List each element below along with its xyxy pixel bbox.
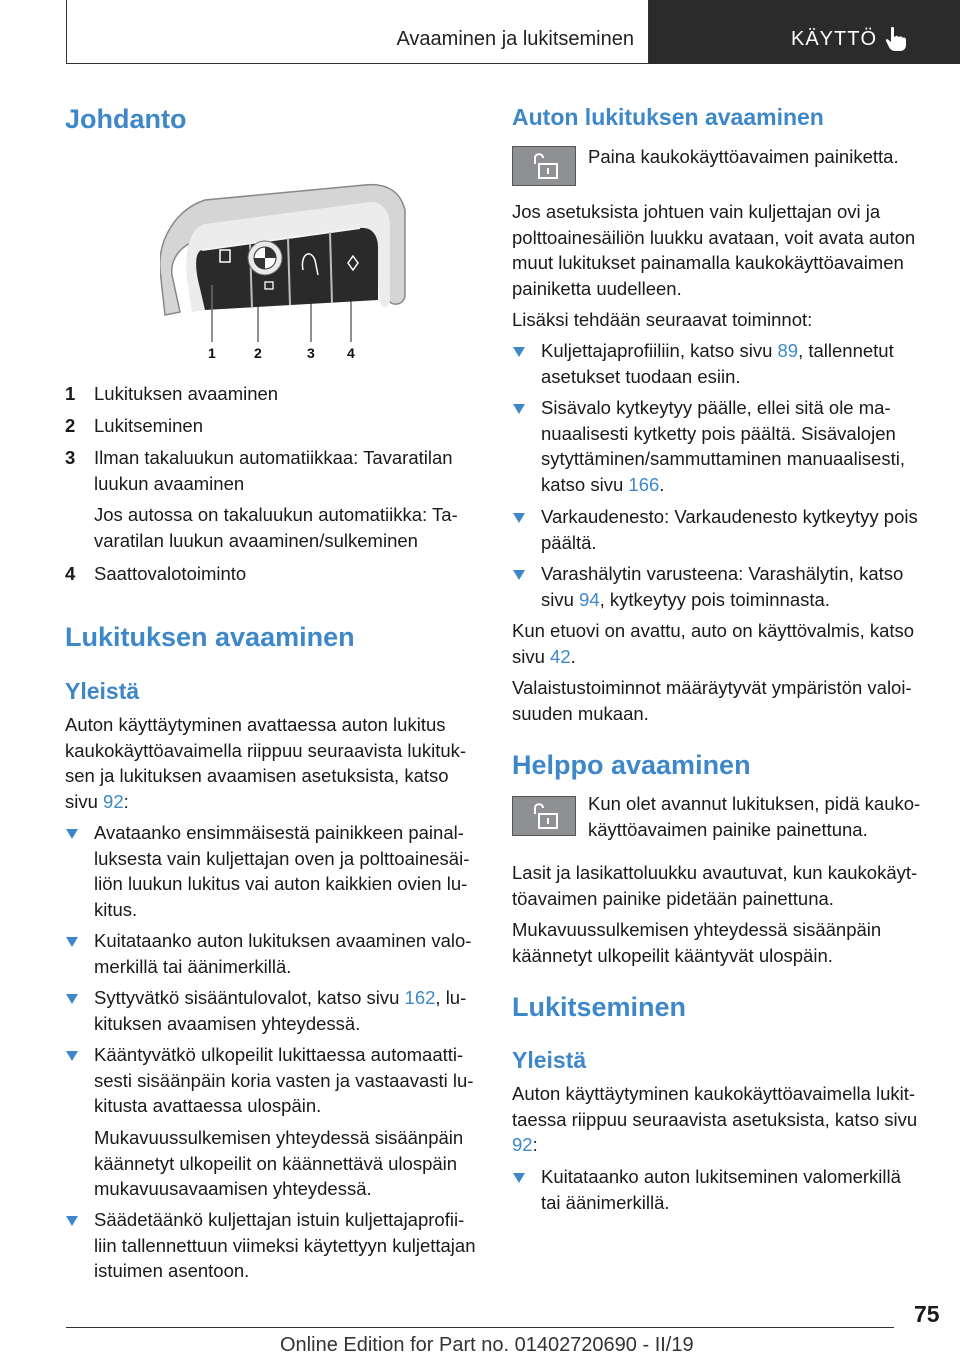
bullet-triangle-icon	[66, 994, 78, 1004]
legend-text-3: Ilman takaluukun automatiikkaa: Tavaratilan luukun avaaminen	[94, 447, 453, 494]
legend-num-1: 1	[65, 383, 76, 404]
remote-key-illustration	[160, 180, 415, 365]
page-link-166[interactable]: 166	[628, 473, 660, 495]
lock-section-title: Lukitseminen	[512, 992, 687, 1022]
unlock-car-title: Auton lukituksen avaaminen	[512, 104, 824, 130]
right-paragraph-1: Jos asetuksista johtuen vain kuljettajan ovi ja polttoainesäiliön luukku avataan, voit avata auton muut lukitukset painamalla kaukokäyttöavaimen painiketta uudelleen.	[512, 201, 916, 299]
right-paragraph-6: Mukavuussulkemisen yhteydessä sisäänpäin käännetyt ulkopeilit kääntyvät ulospäin.	[512, 919, 882, 966]
page-link-162[interactable]: 162	[404, 987, 436, 1008]
lock-paragraph: Auton käyttäytyminen kaukokäyttöavaimella lukittaessa riippuu seuraavista asetuksista, katso sivu 92:	[512, 1083, 918, 1155]
page-link-94[interactable]: 94	[579, 588, 600, 610]
footer-edition: Online Edition for Part no. 01402720690 - II/19	[280, 1334, 694, 1356]
left-bullet-5: Säädetäänkö kuljettajan istuin kuljettajaprofiiliin tallennettuun viimeksi käytettyyn kuljettajan istuimen asentoon.	[94, 1209, 476, 1281]
bullet-triangle-icon	[66, 1216, 78, 1226]
page-number: 75	[914, 1301, 940, 1327]
right-bullet-1: Kuljettajaprofiiliin, katso sivu 89, tallennetut asetukset tuodaan esiin.	[541, 340, 894, 387]
general-paragraph: Auton käyttäytyminen avattaessa auton lukitus kaukokäyttöavaimella riippuu seuraavista lukituksen ja lukituksen avaamisen asetuksista, katso sivu 92:	[65, 714, 467, 812]
right-bullet-3: Varkaudenesto: Varkaudenesto kytkeytyy pois päältä.	[541, 506, 918, 553]
legend-num-3: 3	[65, 447, 76, 468]
unlock-button-icon	[512, 796, 576, 836]
bullet-triangle-icon	[513, 404, 525, 414]
lock-general-subtitle: Yleistä	[512, 1047, 587, 1073]
legend-text-1: Lukituksen avaaminen	[94, 383, 279, 404]
legend-text-4: Saattovalotoiminto	[94, 563, 247, 584]
header-section-title: Avaaminen ja lukitseminen	[396, 28, 634, 50]
bullet-triangle-icon	[513, 347, 525, 357]
general-subtitle: Yleistä	[65, 678, 140, 704]
page-link-92[interactable]: 92	[512, 1134, 533, 1155]
header-section-box	[66, 0, 649, 64]
key-label-1: 1	[208, 345, 216, 361]
bullet-triangle-icon	[513, 1173, 525, 1183]
bullet-triangle-icon	[513, 513, 525, 523]
left-bullet-2: Kuitataanko auton lukituksen avaaminen valomerkillä tai äänimerkillä.	[94, 930, 472, 977]
bullet-triangle-icon	[66, 937, 78, 947]
left-bullet-3: Syttyvätkö sisääntulovalot, katso sivu 162, lukituksen avaamisen yhteydessä.	[94, 987, 467, 1034]
unlock-button-icon	[512, 146, 576, 186]
unlock-section-title: Lukituksen avaaminen	[65, 622, 355, 652]
key-label-3: 3	[307, 345, 315, 361]
legend-num-2: 2	[65, 415, 76, 436]
page-link-92[interactable]: 92	[103, 790, 124, 812]
left-bullet-4-extra: Mukavuussulkemisen yhteydessä sisäänpäin käännetyt ulkopeilit on käännettävä ulospäin mukavuusavaamisen yhteydessä.	[94, 1127, 464, 1199]
legend-text-3-extra: Jos autossa on takaluukun automatiikka: Tavaratilan luukun avaaminen/sulkeminen	[94, 504, 458, 551]
pointing-hand-icon	[885, 26, 907, 52]
right-paragraph-5: Lasit ja lasikattoluukku avautuvat, kun kaukokäyttöavaimen painike pidetään painettuna.	[512, 862, 918, 909]
footer-divider	[66, 1327, 894, 1328]
bullet-triangle-icon	[66, 1051, 78, 1061]
intro-title: Johdanto	[65, 104, 187, 134]
bullet-triangle-icon	[513, 570, 525, 580]
header-chapter-tab	[649, 0, 960, 64]
legend-num-4: 4	[65, 563, 76, 584]
lock-bullet: Kuitataanko auton lukitseminen valomerkillä tai äänimerkillä.	[541, 1166, 901, 1213]
key-label-2: 2	[254, 345, 262, 361]
easy-open-title: Helppo avaaminen	[512, 750, 751, 780]
left-bullet-1: Avataanko ensimmäisestä painikkeen painalluksesta vain kuljettajan oven ja polttoainesäiliön luukun lukitus vai auton kaikkien ovien lukitus.	[94, 822, 470, 920]
header-chapter-label: KÄYTTÖ	[791, 28, 878, 50]
right-paragraph-4: Valaistustoiminnot määräytyvät ympäristön valoisuuden mukaan.	[512, 677, 912, 724]
easy-open-text: Kun olet avannut lukituksen, pidä kaukokäyttöavaimen painike painettuna.	[588, 793, 921, 840]
legend-text-2: Lukitseminen	[94, 415, 204, 436]
press-button-text: Paina kaukokäyttöavaimen painiketta.	[588, 146, 899, 167]
key-label-4: 4	[347, 345, 355, 361]
page-link-89[interactable]: 89	[777, 340, 799, 361]
bullet-triangle-icon	[66, 829, 78, 839]
right-paragraph-2: Lisäksi tehdään seuraavat toiminnot:	[512, 309, 813, 330]
right-bullet-4: Varashälytin varusteena: Varashälytin, katso sivu 94, kytkeytyy pois toiminnasta.	[541, 563, 904, 610]
right-bullet-2: Sisävalo kytkeytyy päälle, ellei sitä ole manuaalisesti kytketty pois päältä. Sisävalojen sytyttäminen/sammuttaminen manuaalisesti, katso sivu 166.	[541, 397, 905, 495]
right-paragraph-3: Kun etuovi on avattu, auto on käyttövalmis, katso sivu 42.	[512, 620, 915, 667]
page-link-42[interactable]: 42	[550, 645, 571, 667]
left-bullet-4: Kääntyvätkö ulkopeilit lukittaessa automaattisesti sisäänpäin koria vasten ja vastaavasti lukitusta avattaessa ulospäin.	[94, 1044, 474, 1116]
